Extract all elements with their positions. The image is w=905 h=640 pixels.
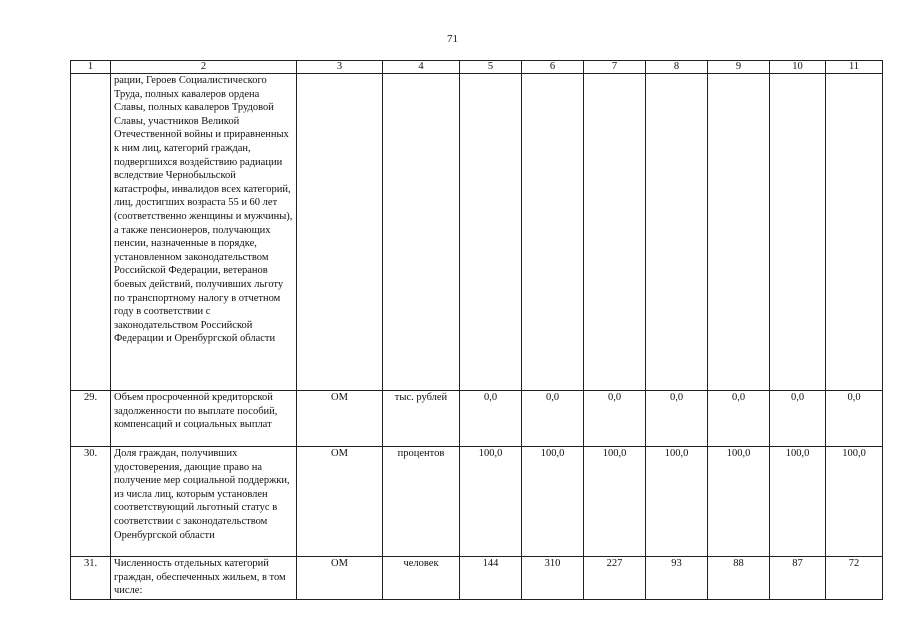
row-number xyxy=(71,74,111,391)
value-cell xyxy=(460,74,522,391)
source-cell xyxy=(297,74,383,391)
value-cell: 100,0 xyxy=(646,447,708,557)
value-cell: 0,0 xyxy=(584,391,646,447)
value-cell: 72 xyxy=(826,557,883,600)
column-header: 10 xyxy=(770,61,826,74)
value-cell: 0,0 xyxy=(826,391,883,447)
value-cell xyxy=(826,74,883,391)
indicator-name: рации, Героев Социалистического Труда, полных кавалеров ордена Славы, полных кавалеров Трудовой Славы, участников Великой Отечественной войны и приравненных к ним лиц, категорий граждан, подвергшихся воздействию радиации вследствие Чернобыльской катастрофы, инвалидов всех категорий, лиц, достигших возраста 55 и 60 лет (соответственно женщины и мужчины), а также пенсионеров, получающих пенсии, назначенные в порядке, установленном законодательством Российской Федерации, ветеранов боевых действий, получивших льготу по транспортному налогу в отчетном году в соответствии с законодательством Российской Федерации и Оренбургской области xyxy=(111,74,297,391)
indicator-table xyxy=(70,60,883,600)
unit-cell: процентов xyxy=(383,447,460,557)
value-cell: 88 xyxy=(708,557,770,600)
value-cell: 0,0 xyxy=(646,391,708,447)
indicator-name: Объем просроченной кредиторской задолженности по выплате пособий, компенсаций и социальных выплат xyxy=(111,391,297,447)
column-header: 7 xyxy=(584,61,646,74)
value-cell: 93 xyxy=(646,557,708,600)
source-cell: ОМ xyxy=(297,557,383,600)
value-cell: 144 xyxy=(460,557,522,600)
column-header: 11 xyxy=(826,61,883,74)
column-header: 6 xyxy=(522,61,584,74)
table-row xyxy=(71,557,883,600)
row-number: 30. xyxy=(71,447,111,557)
unit-cell xyxy=(383,74,460,391)
column-header: 5 xyxy=(460,61,522,74)
table-row xyxy=(71,391,883,447)
indicator-name: Численность отдельных категорий граждан, обеспеченных жильем, в том числе: xyxy=(111,557,297,600)
value-cell: 0,0 xyxy=(708,391,770,447)
value-cell xyxy=(522,74,584,391)
column-header: 2 xyxy=(111,61,297,74)
value-cell: 100,0 xyxy=(770,447,826,557)
indicator-name: Доля граждан, получивших удостоверения, дающие право на получение мер социальной поддержки, из числа лиц, которым установлен соответствующий льготный статус в соответствии с законодательством Оренбургской области xyxy=(111,447,297,557)
value-cell: 310 xyxy=(522,557,584,600)
table-row xyxy=(71,74,883,391)
column-header: 4 xyxy=(383,61,460,74)
source-cell: ОМ xyxy=(297,391,383,447)
value-cell: 0,0 xyxy=(460,391,522,447)
value-cell: 100,0 xyxy=(708,447,770,557)
unit-cell: тыс. рублей xyxy=(383,391,460,447)
value-cell: 0,0 xyxy=(522,391,584,447)
header-row xyxy=(71,61,883,74)
value-cell: 100,0 xyxy=(826,447,883,557)
column-header: 1 xyxy=(71,61,111,74)
value-cell xyxy=(770,74,826,391)
column-header: 9 xyxy=(708,61,770,74)
value-cell xyxy=(646,74,708,391)
table-row xyxy=(71,447,883,557)
value-cell xyxy=(708,74,770,391)
column-header: 8 xyxy=(646,61,708,74)
value-cell xyxy=(584,74,646,391)
page-number: 71 xyxy=(447,33,458,45)
unit-cell: человек xyxy=(383,557,460,600)
value-cell: 87 xyxy=(770,557,826,600)
column-header: 3 xyxy=(297,61,383,74)
value-cell: 100,0 xyxy=(584,447,646,557)
value-cell: 0,0 xyxy=(770,391,826,447)
value-cell: 227 xyxy=(584,557,646,600)
row-number: 31. xyxy=(71,557,111,600)
value-cell: 100,0 xyxy=(460,447,522,557)
row-number: 29. xyxy=(71,391,111,447)
source-cell: ОМ xyxy=(297,447,383,557)
value-cell: 100,0 xyxy=(522,447,584,557)
